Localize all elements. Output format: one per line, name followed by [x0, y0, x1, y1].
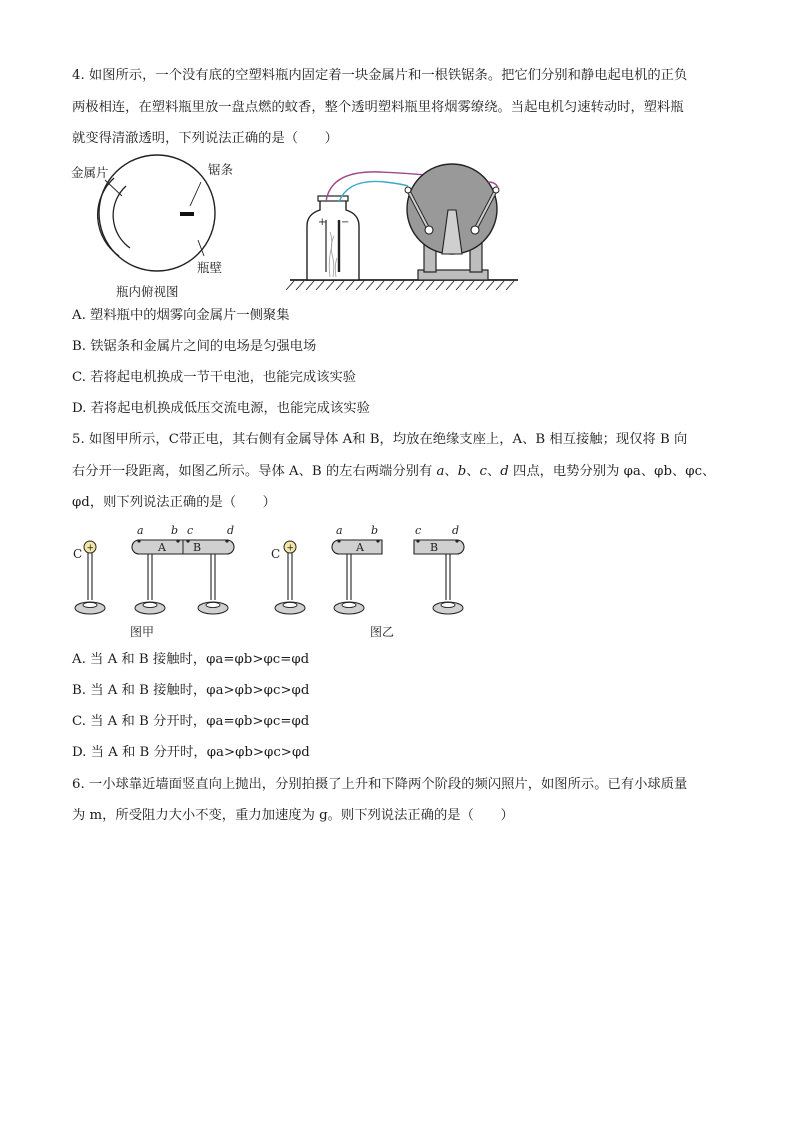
q5-stem-line-3: φd，则下列说法正确的是（ ） — [72, 495, 276, 510]
c-sphere-plus-right: + — [286, 543, 295, 554]
q6-stem-line-2: 为 m，所受阻力大小不变，重力加速度为 g。则下列说法正确的是（ ） — [72, 808, 514, 823]
saw-blade-label: 锯条 — [208, 162, 234, 177]
figure-yi-caption: 图乙 — [370, 625, 395, 639]
q5-stem-line-1: 5. 如图甲所示，C带正电，其右侧有金属导体 A和 B，均放在绝缘支座上，A、B 相互接触；现仅将 B 向 — [72, 432, 688, 447]
pt-c-left: c — [187, 524, 194, 537]
topview-caption: 瓶内俯视图 — [116, 284, 179, 299]
q5-option-b[interactable]: B. 当 A 和 B 接触时，φa>φb>φc>φd — [72, 683, 310, 698]
a-label-right: A — [356, 541, 364, 554]
q4-option-d[interactable]: D. 若将起电机换成低压交流电源，也能完成该实验 — [72, 401, 370, 416]
a-label-left: A — [158, 541, 166, 554]
pt-b-left: b — [171, 524, 179, 537]
q4-option-c[interactable]: C. 若将起电机换成一节干电池，也能完成该实验 — [72, 370, 357, 385]
q4-option-a[interactable]: A. 塑料瓶中的烟雾向金属片一侧聚集 — [72, 308, 290, 323]
q4-stem-line-1: 4. 如图所示，一个没有底的空塑料瓶内固定着一块金属片和一根铁锯条。把它们分别和静电起电机的正负 — [72, 68, 688, 83]
q5-conductor-figure — [70, 520, 480, 645]
pt-a-right: a — [336, 524, 343, 537]
pt-d-left: d — [227, 524, 235, 537]
pt-b-right: b — [371, 524, 379, 537]
c-sphere-plus: + — [86, 543, 95, 554]
q4-generator-figure — [290, 162, 520, 298]
metal-sheet-label: 金属片 — [71, 165, 109, 180]
pt-a-left: a — [137, 524, 144, 537]
q4-stem-line-3: 就变得清澈透明，下列说法正确的是（ ） — [72, 131, 338, 146]
q5-option-d[interactable]: D. 当 A 和 B 分开时，φa>φb>φc>φd — [72, 745, 310, 760]
q5-stem-line-2: 右分开一段距离，如图乙所示。导体 A、B 的左右两端分别有 a、b、c、d 四点，电势分别为 φa、φb、φc、 — [72, 464, 716, 479]
pt-d-right: d — [452, 524, 460, 537]
q4-option-b[interactable]: B. 铁锯条和金属片之间的电场是匀强电场 — [72, 339, 317, 354]
b-label-right: B — [430, 541, 439, 554]
q4-topview-figure — [70, 160, 230, 300]
figure-jia-caption: 图甲 — [130, 625, 155, 639]
q5-option-a[interactable]: A. 当 A 和 B 接触时，φa=φb>φc=φd — [72, 652, 310, 667]
q4-stem-line-2: 两极相连，在塑料瓶里放一盘点燃的蚊香，整个透明塑料瓶里将烟雾缭绕。当起电机匀速转动时，塑料瓶 — [72, 100, 684, 115]
q6-stem-line-1: 6. 一小球靠近墙面竖直向上抛出，分别拍摄了上升和下降两个阶段的频闪照片，如图所示。已有小球质量 — [72, 777, 688, 792]
c-label-left: C — [73, 547, 83, 561]
bottle-wall-label: 瓶壁 — [197, 260, 223, 275]
b-label-left: B — [193, 541, 202, 554]
bottle-plus-sign: + — [318, 217, 327, 228]
q5-option-c[interactable]: C. 当 A 和 B 分开时，φa=φb>φc=φd — [72, 714, 310, 729]
bottle-minus-sign: − — [341, 217, 350, 228]
c-label-right: C — [271, 547, 281, 561]
pt-c-right: c — [415, 524, 422, 537]
